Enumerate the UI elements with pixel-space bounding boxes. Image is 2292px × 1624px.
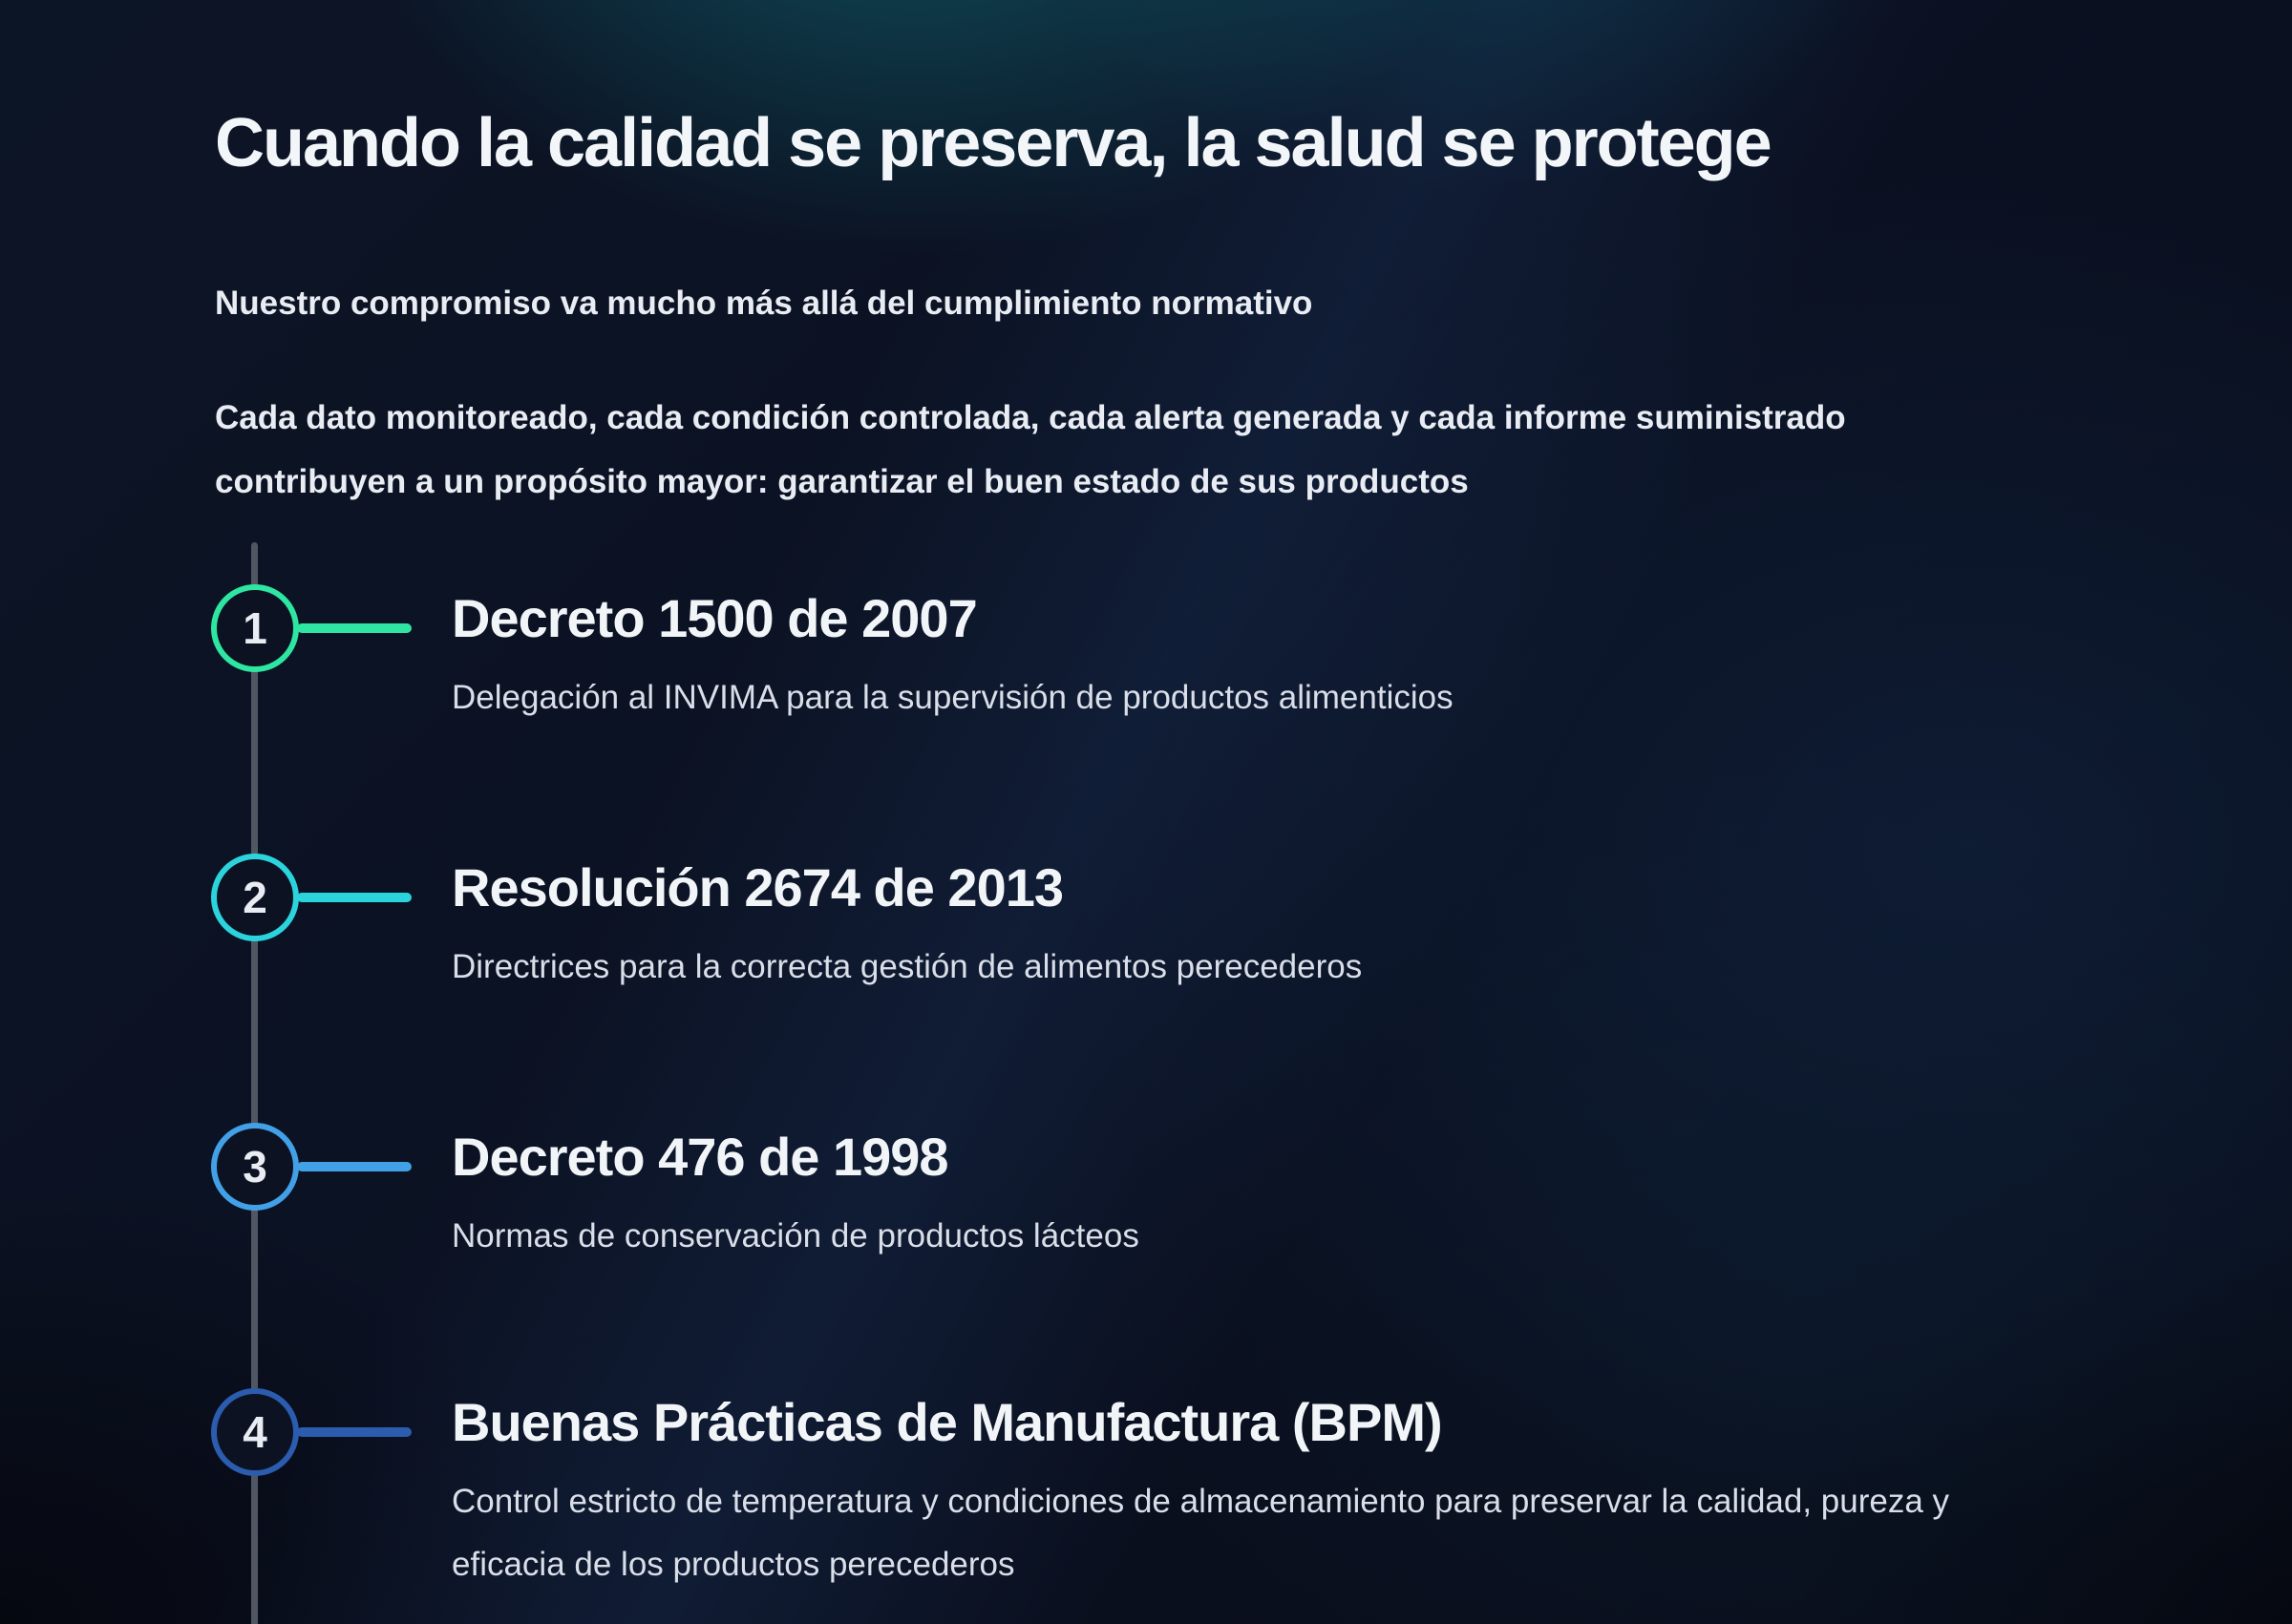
step-1-description: Delegación al INVIMA para la supervisión de productos alimenticios <box>452 679 1454 716</box>
step-2-title: Resolución 2674 de 2013 <box>452 857 1064 917</box>
step-3-connector-line <box>297 1162 412 1171</box>
step-3-number: 3 <box>243 1142 267 1192</box>
step-4-circle <box>211 1388 299 1476</box>
step-3-title: Decreto 476 de 1998 <box>452 1127 948 1187</box>
step-1-connector-line <box>297 623 412 633</box>
timeline-item-4 <box>211 1388 2121 1583</box>
page-title: Cuando la calidad se preserva, la salud se protege <box>215 105 1771 181</box>
page-subtitle: Nuestro compromiso va mucho más allá del cumplimiento normativo <box>215 285 1313 322</box>
step-2-description: Directrices para la correcta gestión de alimentos perecederos <box>452 948 1363 985</box>
timeline-item-2 <box>211 854 2121 1044</box>
step-2-number: 2 <box>243 873 267 922</box>
step-1-title: Decreto 1500 de 2007 <box>452 588 977 648</box>
step-4-number: 4 <box>243 1407 267 1457</box>
step-1-number: 1 <box>243 603 267 653</box>
step-4-description: Control estricto de temperatura y condiciones de almacenamiento para preservar la calidad, pureza y eficacia de los productos perecederos <box>452 1483 1950 1583</box>
step-3-description: Normas de conservación de productos lácteos <box>452 1217 1139 1255</box>
step-4-title: Buenas Prácticas de Manufactura (BPM) <box>452 1392 1442 1452</box>
step-4-connector-line <box>297 1427 412 1437</box>
timeline-item-1 <box>211 584 2121 775</box>
step-1-circle <box>211 584 299 672</box>
step-3-circle <box>211 1123 299 1211</box>
page-paragraph: Cada dato monitoreado, cada condición controlada, cada alerta generada y cada informe suministrado contribuyen a un propósito mayor: garantizar el buen estado de sus productos <box>215 399 1846 500</box>
step-2-connector-line <box>297 893 412 902</box>
timeline-item-3 <box>211 1123 2121 1314</box>
step-2-circle <box>211 854 299 941</box>
